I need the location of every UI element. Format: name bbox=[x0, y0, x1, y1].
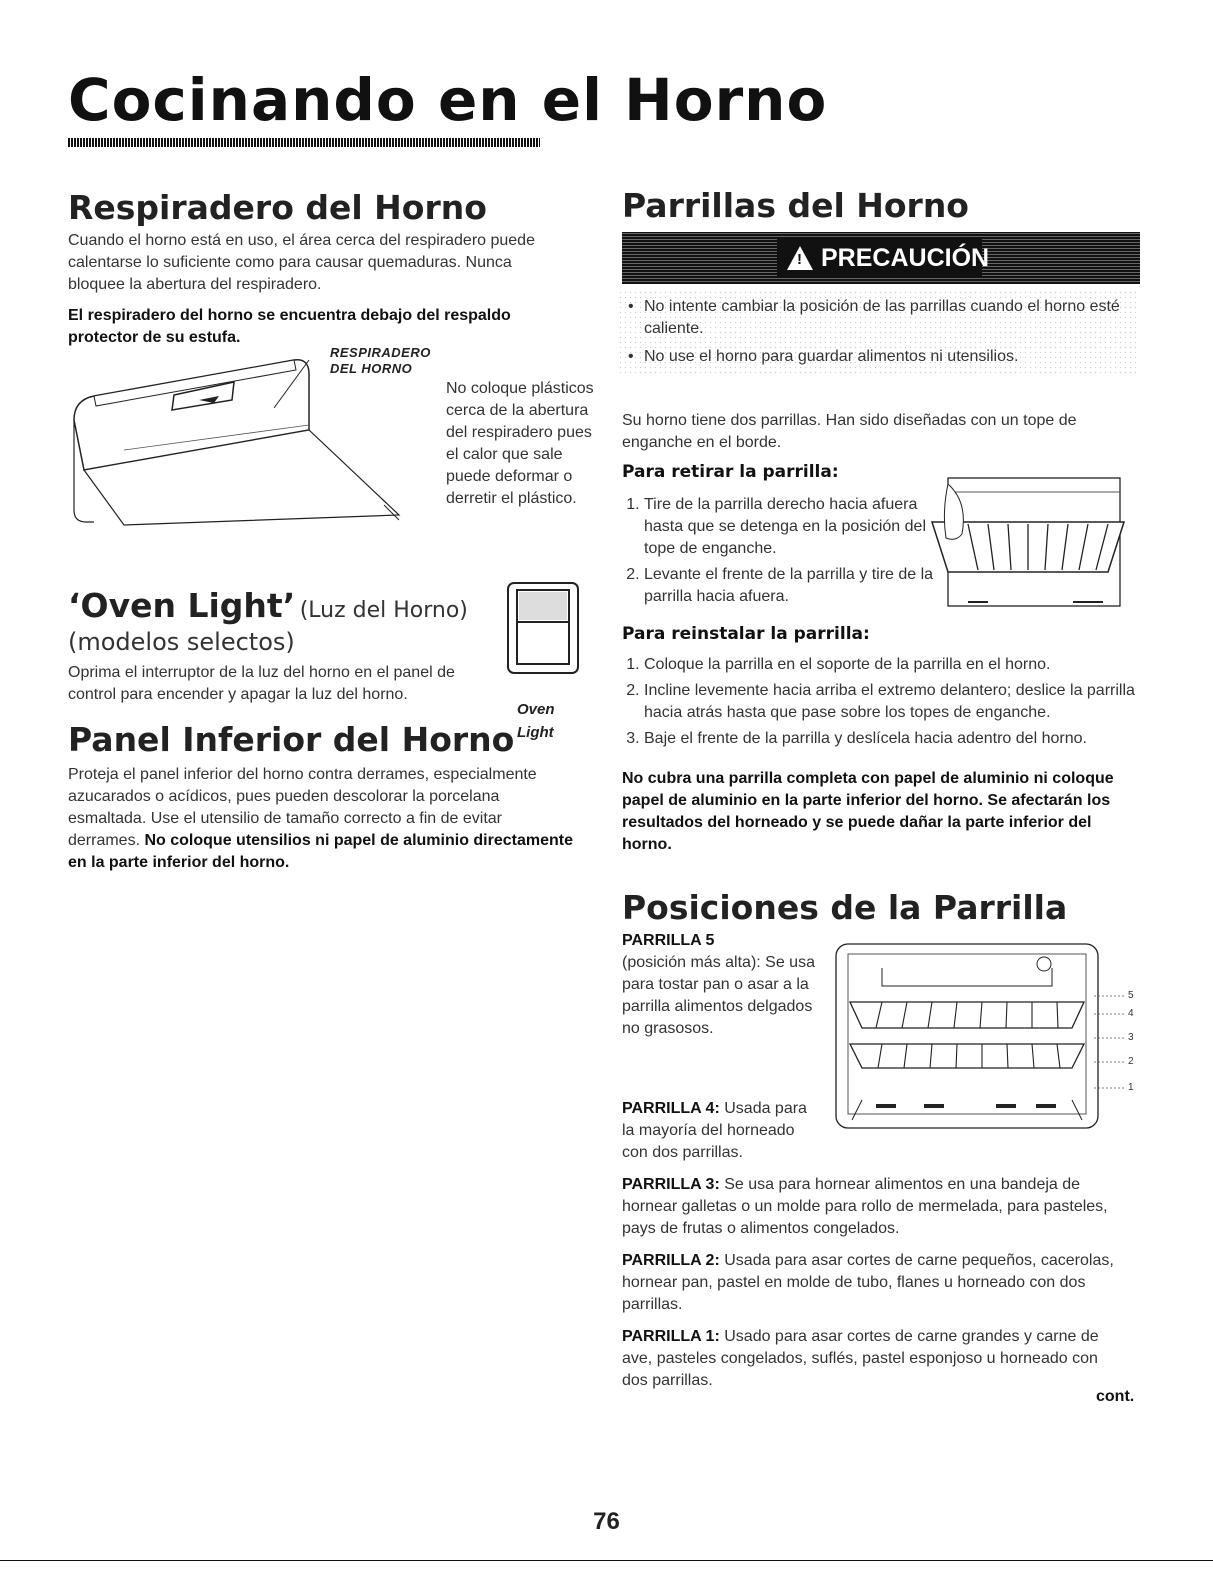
rack2-label: PARRILLA 2: bbox=[622, 1252, 720, 1269]
rack-number-label: 3 bbox=[1128, 1032, 1134, 1043]
title-underline bbox=[68, 138, 540, 147]
rack3-block bbox=[622, 1174, 1122, 1240]
caution-label-box bbox=[777, 238, 990, 278]
reinstall-step: 3. Baje el frente de la parrilla y deslícela hacia adentro del horno. bbox=[644, 728, 1156, 750]
oven-light-switch-icon bbox=[505, 580, 581, 676]
positions-heading: Posiciones de la Parrilla bbox=[622, 888, 1068, 927]
rack1-text: Usado para asar cortes de carne grandes y carne de ave, pasteles congelados, suflés, pastel esponjoso u horneado con dos parrillas. bbox=[622, 1328, 1099, 1389]
rack1-block bbox=[622, 1326, 1122, 1392]
oven-light-label-line2: Light bbox=[517, 724, 554, 741]
oven-light-heading-suffix: (Luz del Horno) bbox=[299, 598, 468, 623]
remove-rack-heading: Para retirar la parrilla: bbox=[622, 462, 839, 482]
racks-intro: Su horno tiene dos parrillas. Han sido diseñadas con un tope de enganche en el borde. bbox=[622, 412, 1077, 451]
vent-figure-label-line1: RESPIRADERO bbox=[330, 345, 431, 360]
racks-heading: Parrillas del Horno bbox=[622, 186, 969, 225]
bottom-panel-heading: Panel Inferior del Horno bbox=[68, 720, 515, 759]
rack5-text: (posición más alta): Se usa para tostar pan o asar a la parrilla alimentos delgados no grasosos. bbox=[622, 954, 815, 1037]
rack-positions-figure bbox=[832, 940, 1142, 1132]
reinstall-step: 2. Incline levemente hacia arriba el extremo delantero; deslice la parrilla hacia atrás hasta que pase sobre los topes de enganche. bbox=[644, 680, 1156, 724]
bottom-rule bbox=[0, 1560, 1213, 1561]
caution-item: • No use el horno para guardar alimentos ni utensilios. bbox=[634, 346, 1138, 368]
page-title: Cocinando en el Horno bbox=[68, 66, 828, 134]
oven-light-subheading: (modelos selectos) bbox=[68, 628, 295, 656]
rack-number-label: 1 bbox=[1128, 1082, 1134, 1093]
reinstall-rack-heading: Para reinstalar la parrilla: bbox=[622, 624, 870, 644]
bottom-panel-text-bold: No coloque utensilios ni papel de aluminio directamente en la parte inferior del horno. bbox=[68, 832, 573, 871]
remove-rack-steps bbox=[622, 494, 944, 612]
foil-warning: No cubra una parrilla completa con papel de aluminio ni coloque papel de aluminio en la parte inferior del horno. Se afectarán los resultados del horneado y se puede dañar la parte inferior del horno. bbox=[622, 770, 1114, 853]
rack-number-label: 2 bbox=[1128, 1056, 1134, 1067]
oven-light-heading-main: ‘Oven Light’ bbox=[68, 586, 296, 625]
remove-step: 2. Levante el frente de la parrilla y tire de la parrilla hacia afuera. bbox=[644, 564, 944, 608]
oven-light-label-line1: Oven bbox=[517, 701, 555, 718]
rack5-block bbox=[622, 930, 822, 1040]
vent-side-text: No coloque plásticos cerca de la abertura del respiradero pues el calor que sale puede deformar o derretir el plástico. bbox=[446, 380, 594, 507]
rack4-label: PARRILLA 4: bbox=[622, 1100, 720, 1117]
bottom-panel-text bbox=[68, 764, 578, 874]
rack4-text: Usada para la mayoría del horneado con dos parrillas. bbox=[622, 1100, 807, 1161]
reinstall-rack-steps bbox=[622, 654, 1156, 754]
oven-light-heading bbox=[68, 586, 498, 625]
rack-number-label: 5 bbox=[1128, 990, 1134, 1001]
continued-label: cont. bbox=[1096, 1388, 1135, 1405]
vent-intro: Cuando el horno está en uso, el área cerca del respiradero puede calentarse lo suficiente como para causar quemaduras. Nunca bloquee la abertura del respiradero. bbox=[68, 232, 535, 293]
caution-banner bbox=[622, 232, 1140, 284]
rack3-label: PARRILLA 3: bbox=[622, 1176, 720, 1193]
warning-triangle-icon: ! bbox=[787, 246, 813, 270]
caution-box bbox=[618, 290, 1138, 376]
caution-title: PRECAUCIÓN bbox=[821, 243, 990, 272]
rack1-label: PARRILLA 1: bbox=[622, 1328, 720, 1345]
rack-removal-figure bbox=[928, 472, 1126, 610]
remove-step: 1. Tire de la parrilla derecho hacia afuera hasta que se detenga en la posición del tope de enganche. bbox=[644, 494, 944, 560]
rack2-text: Usada para asar cortes de carne pequeños, cacerolas, hornear pan, pastel en molde de tubo, flanes u horneado con dos parrillas. bbox=[622, 1252, 1114, 1313]
caution-item: • No intente cambiar la posición de las parrillas cuando el horno esté caliente. bbox=[634, 296, 1138, 340]
vent-location-note: El respiradero del horno se encuentra debajo del respaldo protector de su estufa. bbox=[68, 307, 511, 346]
vent-figure-label-line2: DEL HORNO bbox=[330, 361, 413, 376]
rack2-block bbox=[622, 1250, 1122, 1316]
page-number: 76 bbox=[593, 1508, 620, 1535]
bottom-panel-text-normal: Proteja el panel inferior del horno contra derrames, especialmente azucarados o acídicos, pues pueden descolorar la porcelana esmaltada. Use el utensilio de tamaño correcto a fin de evitar derrames. bbox=[68, 766, 537, 849]
rack5-label: PARRILLA 5 bbox=[622, 932, 715, 949]
vent-heading: Respiradero del Horno bbox=[68, 188, 487, 227]
reinstall-step: 1. Coloque la parrilla en el soporte de la parrilla en el horno. bbox=[644, 654, 1156, 676]
rack-number-label: 4 bbox=[1128, 1008, 1134, 1019]
oven-light-text: Oprima el interruptor de la luz del horno en el panel de control para encender y apagar la luz del horno. bbox=[68, 664, 455, 703]
rack4-block bbox=[622, 1098, 822, 1164]
rack3-text: Se usa para hornear alimentos en una bandeja de hornear galletas o un molde para rollo de mermelada, para pasteles, pays de frutas o alimentos congelados. bbox=[622, 1176, 1108, 1237]
